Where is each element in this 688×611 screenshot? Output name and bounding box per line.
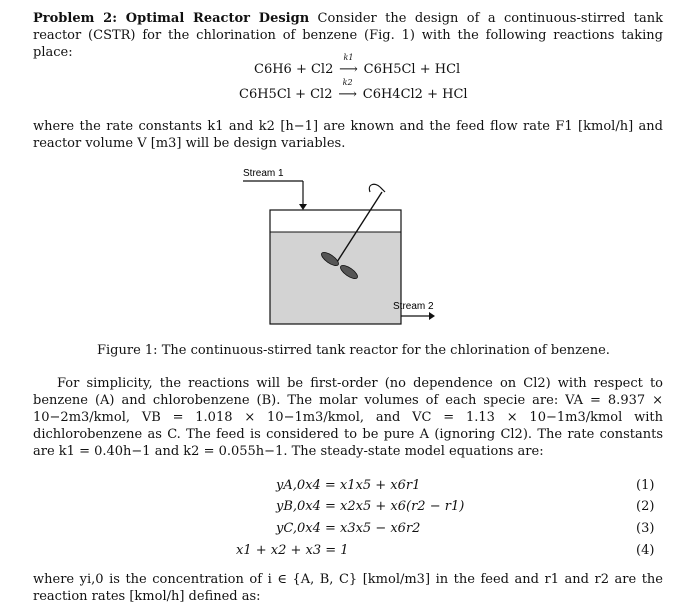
model-description-paragraph: For simplicity, the reactions will be first-order (no dependence on Cl2) with respect to benzene (A) and chlorobenzene (B). The molar volumes of each specie are: VA = 8.937 × 10−2m3/kmol, VB = 1.018 × 10−1m3/kmol, and VC = 1.13 × 10−1m3/kmol with dichlorobenzene as C. The feed is considered to be pure A (ignoring Cl2). The rate constants are k1 = 0.40h−1 and k2 = 0.055h−1. The steady-state model equations are:: [33, 376, 663, 459]
stream-1-arrowhead: [299, 204, 307, 210]
reaction-2-rhs: C6H4Cl2 + HCl: [362, 87, 468, 102]
reaction-arrow-1: k1 ⟶: [339, 53, 358, 77]
reaction-1: [254, 53, 461, 77]
problem-intro: Consider the design of a continuous-stirred tank reactor (CSTR) for the chlorination of benzene (Fig. 1) with the following reactions taking place:: [33, 11, 663, 60]
equation-1: yA,0x4 = x1x5 + x6r1: [276, 478, 421, 493]
stirrer-motor: [369, 184, 385, 192]
stream-2-label: Stream 2: [393, 301, 434, 312]
equation-2-number: (2): [636, 499, 655, 514]
figure-caption: Figure 1: The continuous-stirred tank reactor for the chlorination of benzene.: [97, 343, 610, 358]
equation-4: x1 + x2 + x3 = 1: [236, 543, 349, 558]
equation-3: yC,0x4 = x3x5 − x6r2: [276, 521, 421, 536]
rate-constant-2: k2: [342, 78, 353, 87]
tank-liquid: [270, 232, 401, 324]
equation-3-number: (3): [636, 521, 655, 536]
cstr-figure: [225, 162, 445, 337]
reaction-arrow-2: k2 ⟶: [338, 78, 357, 102]
stream-1-label: Stream 1: [243, 168, 284, 179]
problem-heading: Problem 2: Optimal Reactor Design: [33, 11, 310, 26]
reaction-2-lhs: C6H5Cl + Cl2: [239, 87, 333, 102]
equation-2: yB,0x4 = x2x5 + x6(r2 − r1): [276, 499, 465, 514]
equation-1-number: (1): [636, 478, 655, 493]
rate-constants-paragraph: where the rate constants k1 and k2 [h−1] are known and the feed flow rate F1 [kmol/h] and reactor volume V [m3] will be design variables.: [33, 119, 663, 151]
equation-4-number: (4): [636, 543, 655, 558]
closing-paragraph: where yi,0 is the concentration of i ∈ {A, B, C} [kmol/m3] in the feed and r1 and r2 are the reaction rates [kmol/h] defined as:: [33, 572, 663, 604]
reaction-1-lhs: C6H6 + Cl2: [254, 62, 334, 77]
rate-constant-1: k1: [343, 53, 354, 62]
stream-2-arrowhead: [429, 312, 435, 320]
reaction-2: [239, 78, 468, 102]
reaction-1-rhs: C6H5Cl + HCl: [363, 62, 461, 77]
